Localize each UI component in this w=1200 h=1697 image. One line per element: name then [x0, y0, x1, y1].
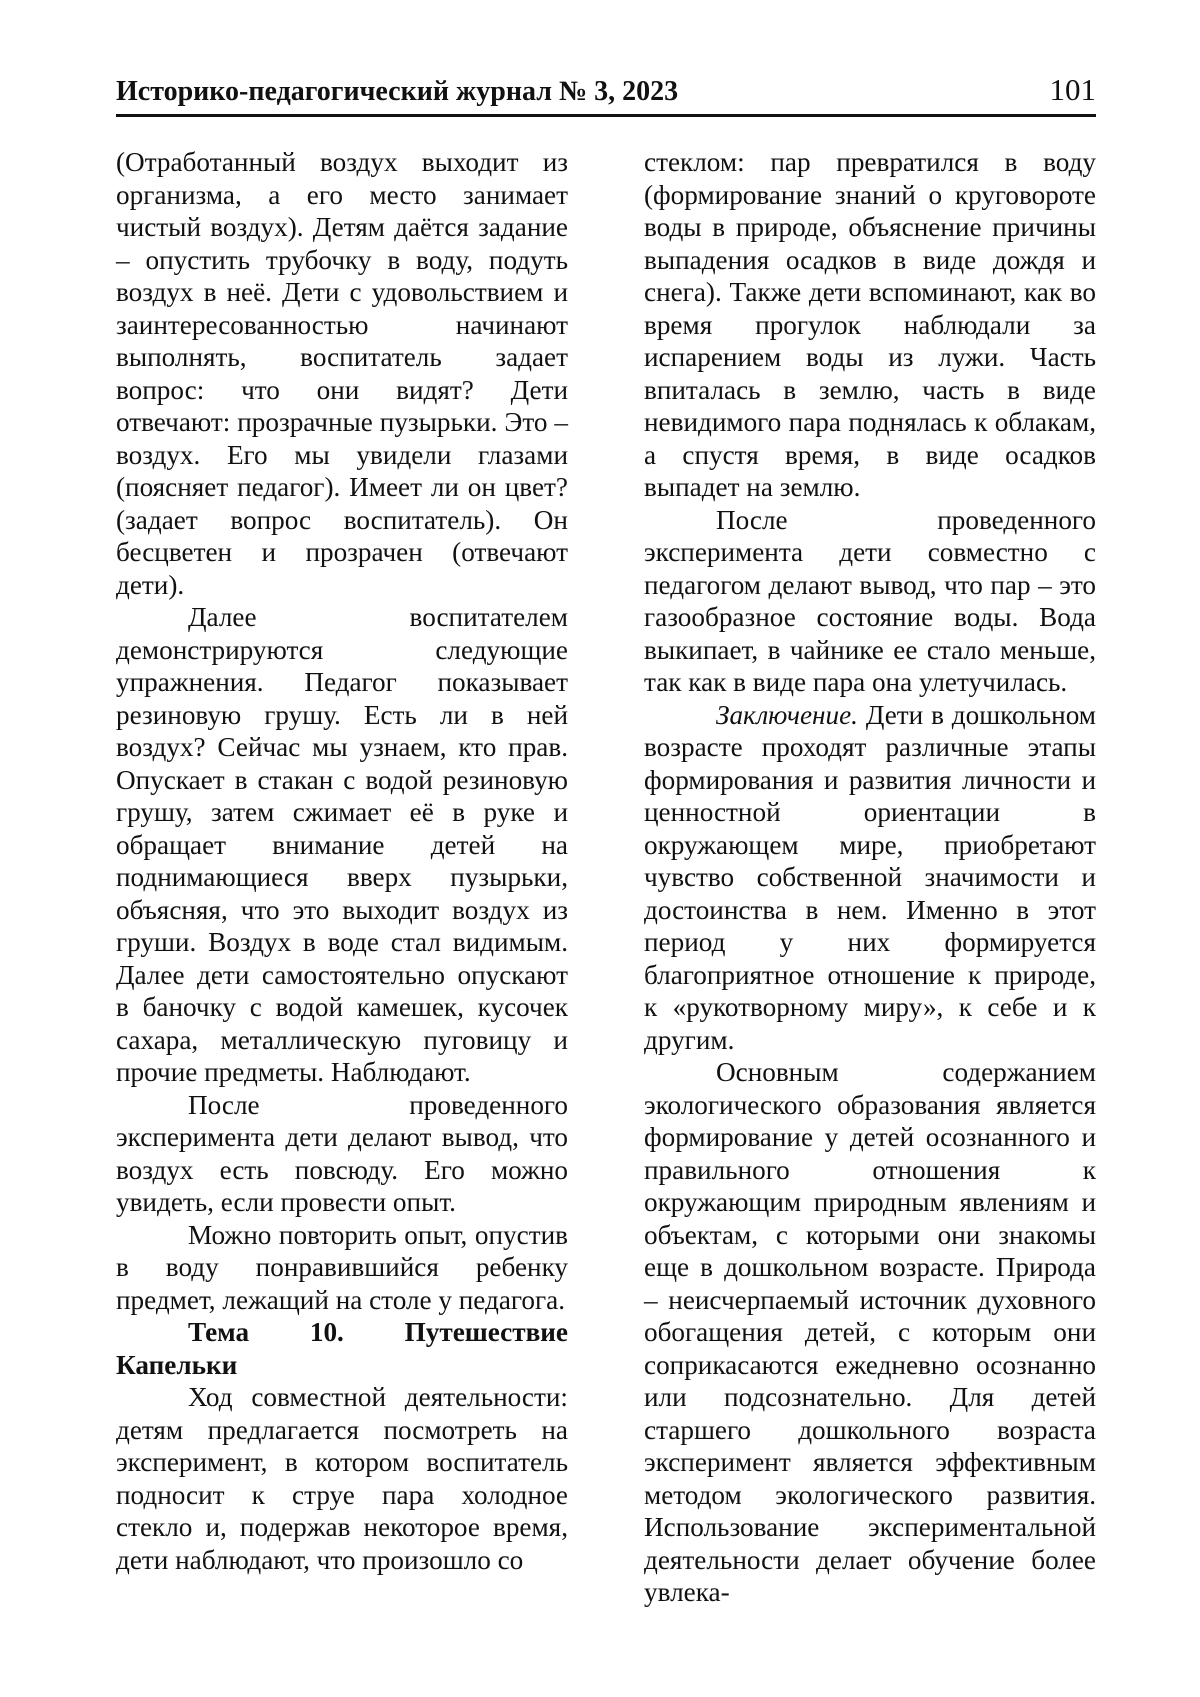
- conclusion-lead: Заключение.: [716, 699, 858, 730]
- paragraph: Основным содержанием экологического образования является формирование у детей осознанного и правильного отношения к окружающим природным явлениям и объектам, с которыми они знакомы еще в дошкольном возрасте. Природа – неисчерпаемый источник духовного обогащения детей, с которым они соприкасаются ежедневно осознанно или подсознательно. Для детей старшего дошкольного возраста эксперимент является эффективным методом экологического развития. Использование экспериментальной деятельности делает обучение более увлека-: [644, 1057, 1096, 1607]
- page-number: 101: [1049, 72, 1096, 107]
- section-heading: Тема 10. Путешествие Капельки: [116, 1317, 568, 1380]
- running-header: [116, 72, 1096, 117]
- left-column: [116, 146, 568, 1576]
- paragraph: (Отработанный воздух выходит из организма, а его место занимает чистый воздух). Детям даётся задание – опустить трубочку в воду, подуть воздух в неё. Дети с удовольствием и заинтересованностью начинают выполнять, воспитатель задает вопрос: что они видят? Дети отвечают: прозрачные пузырьки. Это – воздух. Его мы увидели глазами (поясняет педагог). Имеет ли он цвет? (задает вопрос воспитатель). Он бесцветен и прозрачен (отвечают дети).: [116, 147, 568, 600]
- journal-title: Историко-педагогический журнал № 3, 2023: [116, 76, 679, 107]
- paragraph: После проведенного эксперимента дети совместно с педагогом делают вывод, что пар – это газообразное состояние воды. Вода выкипает, в чайнике ее стало меньше, так как в виде пара она улетучилась.: [644, 504, 1096, 697]
- paragraph: Далее воспитателем демонстрируются следующие упражнения. Педагог показывает резиновую грушу. Есть ли в ней воздух? Сейчас мы узнаем, кто прав. Опускает в стакан с водой резиновую грушу, затем сжимает её в руке и обращает внимание детей на поднимающиеся вверх пузырьки, объясняя, что это выходит воздух из груши. Воздух в воде стал видимым. Далее дети самостоятельно опускают в баночку с водой камешек, кусочек сахара, металлическую пуговицу и прочие предметы. Наблюдают.: [116, 602, 568, 1087]
- paragraph: Ход совместной деятельности: детям предлагается посмотреть на эксперимент, в котором воспитатель подносит к струе пара холодное стекло и, подержав некоторое время, дети наблюдают, что произошло со: [116, 1382, 568, 1575]
- paragraph: После проведенного эксперимента дети делают вывод, что воздух есть повсюду. Его можно увидеть, если провести опыт.: [116, 1089, 568, 1217]
- conclusion-body: Дети в дошкольном возрасте проходят различные этапы формирования и развития личности и ценностной ориентации в окружающем мире, приобретают чувство собственной значимости и достоинства в нем. Именно в этот период у них формируется благоприятное отношение к природе, к «рукотворному миру», к себе и к другим.: [644, 699, 1096, 1055]
- paragraph: Можно повторить опыт, опустив в воду понравившийся ребенку предмет, лежащий на столе у педагога.: [116, 1219, 568, 1315]
- paragraph: стеклом: пар превратился в воду (формирование знаний о круговороте воды в природе, объяснение причины выпадения осадков в виде дождя и снега). Также дети вспоминают, как во время прогулок наблюдали за испарением воды из лужи. Часть впиталась в землю, часть в виде невидимого пара поднялась к облакам, а спустя время, в виде осадков выпадет на землю.: [644, 147, 1096, 502]
- conclusion-paragraph: [644, 699, 1096, 1057]
- right-column: [644, 146, 1096, 1609]
